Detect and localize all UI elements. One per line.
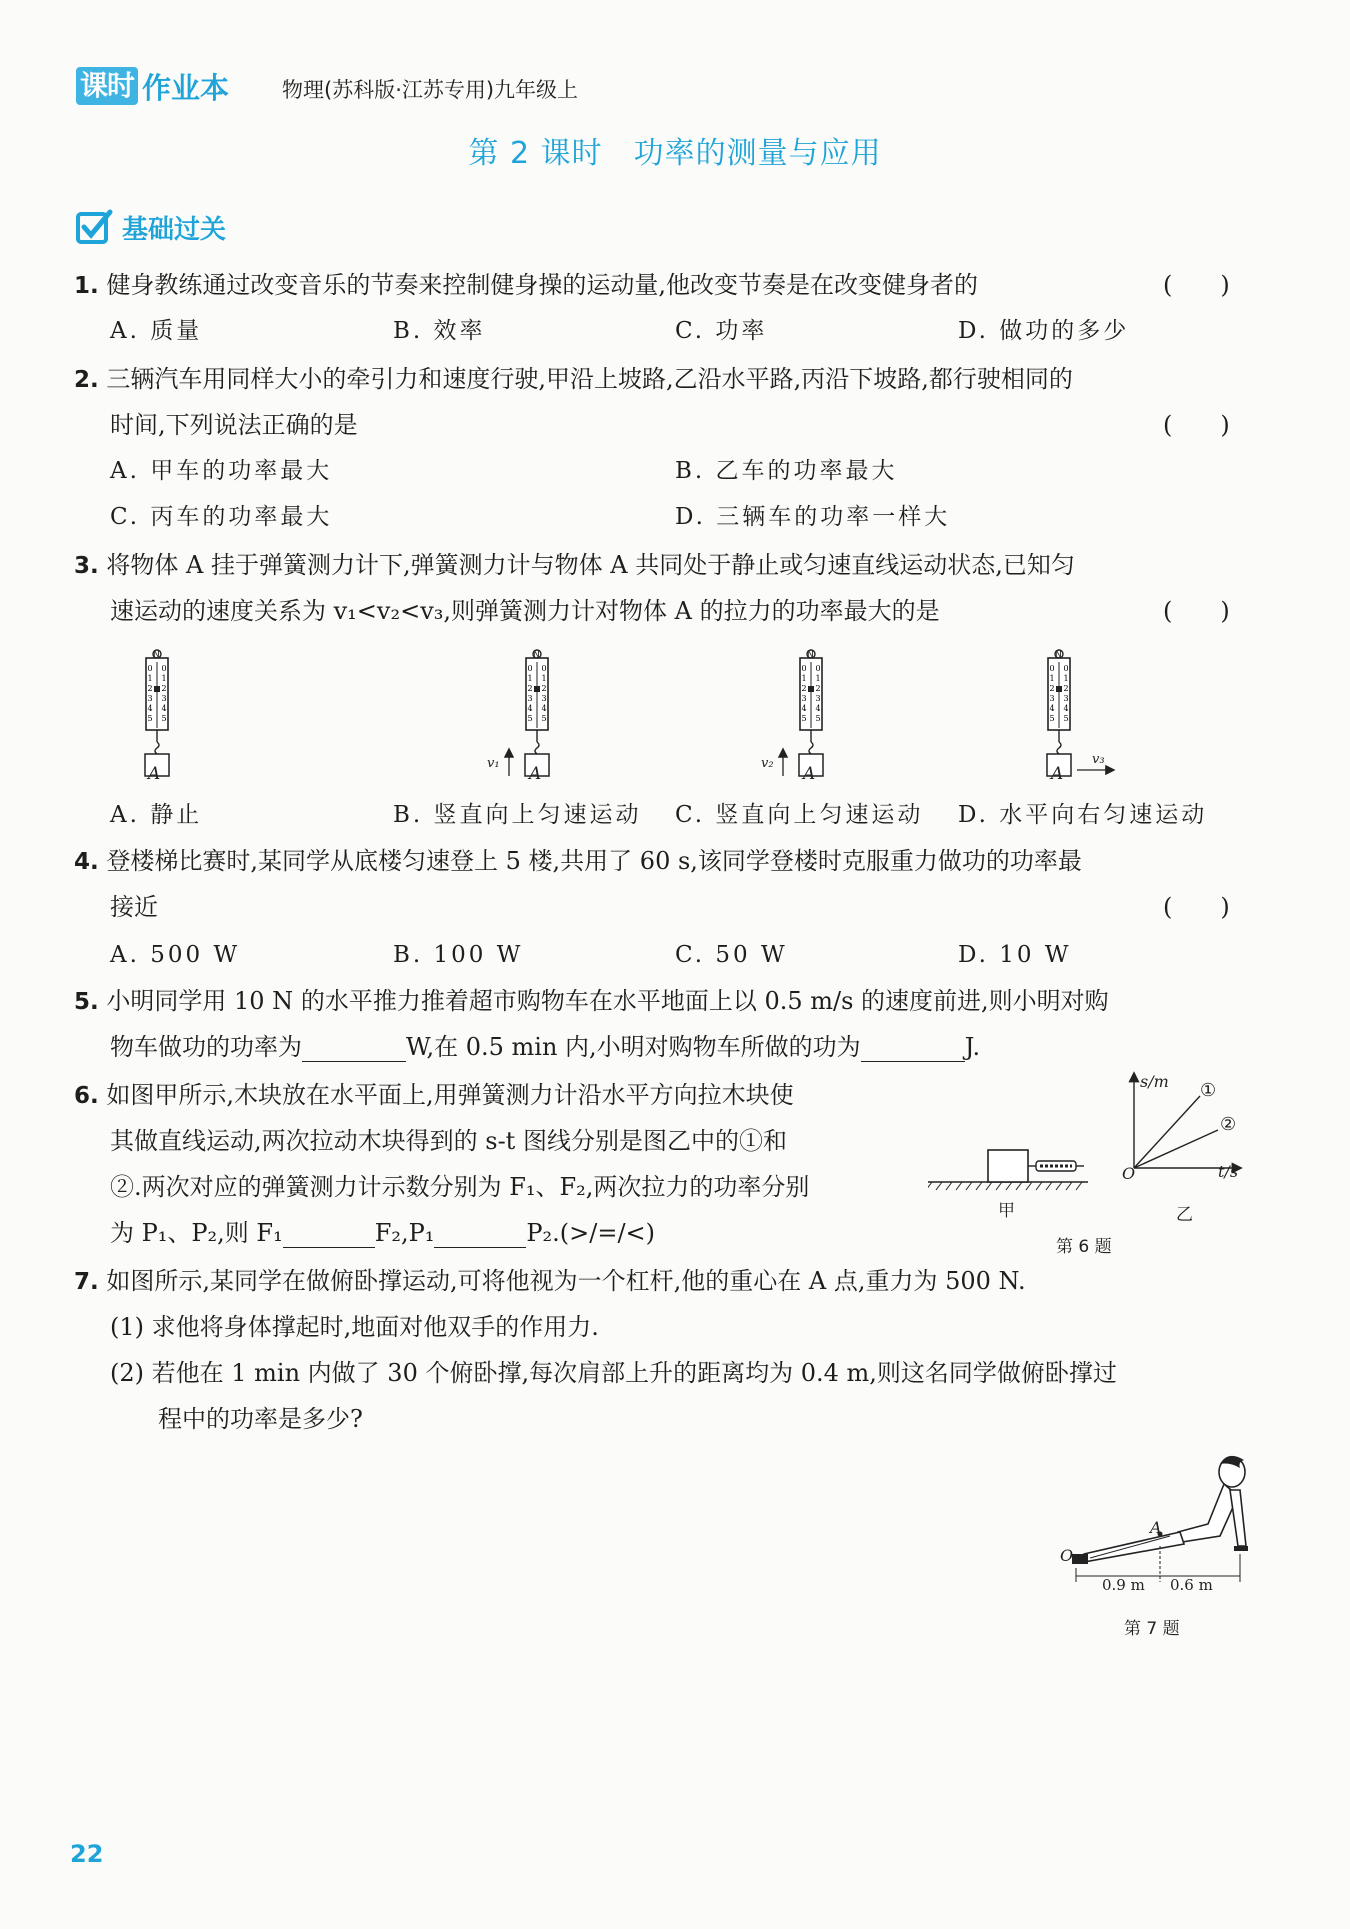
scale-tick-label: 0 — [815, 664, 821, 673]
scale-tick-label: 4 — [801, 704, 807, 713]
option-a: A. 静止 — [110, 802, 203, 828]
dimension-right: 0.6 m — [1170, 1576, 1213, 1594]
block-label: A — [529, 764, 542, 784]
graph-xlabel: t/s — [1218, 1162, 1239, 1181]
question-text: 三辆汽车用同样大小的牵引力和速度行驶,甲沿上坡路,乙沿水平路,丙沿下坡路,都行驶相同的 — [106, 365, 1073, 393]
scale-tick-label: 0 — [1063, 664, 1069, 673]
line-label-2: ② — [1220, 1114, 1237, 1135]
option-b: B. 效率 — [393, 318, 486, 344]
question-number: 7. — [74, 1269, 99, 1295]
question-1 — [74, 270, 978, 301]
question-2 — [74, 364, 1073, 395]
question-4 — [74, 846, 1082, 877]
scale-tick-label: 5 — [527, 714, 533, 723]
q3-figures — [100, 640, 1250, 800]
option-a: A. 质量 — [110, 318, 203, 344]
scale-tick-label: 3 — [815, 694, 821, 703]
scale-tick-label: 2 — [527, 684, 533, 693]
text-segment: J. — [964, 1033, 981, 1061]
sub-question-1: (1) 求他将身体撑起时,地面对他双手的作用力. — [110, 1313, 599, 1341]
block-label: A — [1051, 764, 1064, 784]
answer-blank-power[interactable] — [434, 1222, 526, 1248]
point-o-label: O — [1060, 1546, 1074, 1565]
dimension-left: 0.9 m — [1102, 1576, 1145, 1594]
scale-tick-label: 4 — [527, 704, 533, 713]
logo-text: 作业本 — [142, 70, 230, 105]
question-text-cont: 其做直线运动,两次拉动木块得到的 s-t 图线分别是图乙中的①和 — [110, 1127, 787, 1155]
scale-tick-label: 1 — [801, 674, 807, 683]
block-label: A — [803, 764, 816, 784]
line-label-1: ① — [1200, 1080, 1217, 1101]
scale-tick-label: 1 — [1049, 674, 1055, 683]
option-b: B. 100 W — [393, 942, 524, 968]
velocity-label: v₃ — [1092, 752, 1105, 767]
option-a: A. 500 W — [110, 942, 241, 968]
answer-blank-work[interactable] — [861, 1036, 965, 1062]
book-logo — [76, 66, 229, 106]
scale-tick-label: 0 — [801, 664, 807, 673]
checkbox-icon — [76, 208, 114, 246]
fig-label-jia: 甲 — [998, 1201, 1015, 1221]
scale-tick-label: 1 — [541, 674, 547, 683]
scale-tick-label: 5 — [1063, 714, 1069, 723]
answer-blank-power[interactable] — [302, 1036, 406, 1062]
option-c: C. 竖直向上匀速运动 — [675, 802, 924, 828]
book-subtitle: 物理(苏科版·江苏专用)九年级上 — [282, 78, 579, 102]
section-heading — [76, 208, 226, 246]
scale-tick-label: 5 — [801, 714, 807, 723]
scale-tick-label: 0 — [541, 664, 547, 673]
option-d: D. 做功的多少 — [958, 318, 1130, 344]
option-d: D. 10 W — [958, 942, 1072, 968]
scale-unit: N — [533, 650, 540, 660]
question-text-cont: 时间,下列说法正确的是 — [110, 411, 358, 439]
scale-tick-label: 5 — [161, 714, 167, 723]
scale-tick-label: 1 — [161, 674, 167, 683]
scale-tick-label: 4 — [815, 704, 821, 713]
scale-tick-label: 5 — [541, 714, 547, 723]
question-text: 小明同学用 10 N 的水平推力推着超市购物车在水平地面上以 0.5 m/s 的速度前进,则小明对购 — [106, 987, 1109, 1015]
page-number: 22 — [70, 1840, 104, 1868]
option-c: C. 丙车的功率最大 — [110, 504, 333, 530]
scale-tick-label: 5 — [147, 714, 153, 723]
scale-unit: N — [153, 650, 160, 660]
option-b: B. 乙车的功率最大 — [675, 458, 898, 484]
answer-paren: ( ) — [1163, 411, 1230, 439]
scale-tick-label: 0 — [527, 664, 533, 673]
sub-question-2: (2) 若他在 1 min 内做了 30 个俯卧撑,每次肩部上升的距离均为 0.4 m,则这名同学做俯卧撑过 — [110, 1359, 1117, 1387]
scale-unit: N — [807, 650, 814, 660]
question-6 — [74, 1080, 794, 1111]
scale-tick-label: 3 — [527, 694, 533, 703]
velocity-label: v₁ — [487, 756, 500, 771]
scale-tick-label: 1 — [1063, 674, 1069, 683]
answer-paren: ( ) — [1163, 893, 1230, 921]
scale-tick-label: 0 — [1049, 664, 1055, 673]
question-text-cont: 接近 — [110, 893, 158, 921]
option-c: C. 50 W — [675, 942, 788, 968]
logo-mark: 课时 — [76, 67, 138, 105]
option-b: B. 竖直向上匀速运动 — [393, 802, 642, 828]
scale-tick-label: 2 — [1049, 684, 1055, 693]
option-c: C. 功率 — [675, 318, 768, 344]
option-d: D. 水平向右匀速运动 — [958, 802, 1208, 828]
question-text-cont — [110, 1218, 655, 1248]
question-text-cont — [110, 1032, 980, 1062]
scale-tick-label: 2 — [541, 684, 547, 693]
scale-tick-label: 1 — [147, 674, 153, 683]
scale-tick-label: 2 — [801, 684, 807, 693]
section-label: 基础过关 — [122, 214, 227, 245]
question-5 — [74, 986, 1109, 1017]
scale-tick-label: 4 — [161, 704, 167, 713]
text-segment: 为 P₁、P₂,则 F₁ — [110, 1219, 283, 1247]
question-number: 1. — [74, 273, 99, 299]
question-text: 如图所示,某同学在做俯卧撑运动,可将他视为一个杠杆,他的重心在 A 点,重力为 500 N. — [106, 1267, 1026, 1295]
scale-tick-label: 2 — [161, 684, 167, 693]
scale-unit: N — [1055, 650, 1062, 660]
question-number: 2. — [74, 367, 99, 393]
scale-tick-label: 5 — [815, 714, 821, 723]
question-7 — [74, 1266, 1026, 1297]
answer-blank-force[interactable] — [283, 1222, 375, 1248]
graph-ylabel: s/m — [1140, 1072, 1169, 1091]
text-segment: F₂,P₁ — [374, 1219, 435, 1247]
question-number: 5. — [74, 989, 99, 1015]
scale-tick-label: 2 — [815, 684, 821, 693]
figure-caption: 第 6 题 — [1056, 1237, 1112, 1257]
scale-tick-label: 4 — [1063, 704, 1069, 713]
figure-caption: 第 7 题 — [1124, 1619, 1180, 1639]
scale-tick-label: 1 — [527, 674, 533, 683]
scale-tick-label: 4 — [541, 704, 547, 713]
answer-paren: ( ) — [1163, 271, 1230, 299]
text-segment: 物车做功的功率为 — [110, 1033, 302, 1061]
question-3 — [74, 550, 1075, 581]
scale-tick-label: 0 — [147, 664, 153, 673]
block-label: A — [148, 764, 161, 784]
option-d: D. 三辆车的功率一样大 — [675, 504, 951, 530]
scale-tick-label: 4 — [147, 704, 153, 713]
point-a-label: A — [1150, 1518, 1162, 1537]
scale-tick-label: 1 — [815, 674, 821, 683]
text-segment: W,在 0.5 min 内,小明对购物车所做的功为 — [406, 1033, 861, 1061]
fig-label-yi: 乙 — [1176, 1205, 1193, 1225]
scale-tick-label: 2 — [1063, 684, 1069, 693]
velocity-label: v₂ — [761, 756, 774, 771]
scale-tick-label: 3 — [541, 694, 547, 703]
question-text-cont: ②.两次对应的弹簧测力计示数分别为 F₁、F₂,两次拉力的功率分别 — [110, 1173, 810, 1201]
question-text: 将物体 A 挂于弹簧测力计下,弹簧测力计与物体 A 共同处于静止或匀速直线运动状态,已知匀 — [106, 551, 1075, 579]
question-text-cont: 速运动的速度关系为 v₁<v₂<v₃,则弹簧测力计对物体 A 的拉力的功率最大的是 — [110, 597, 940, 625]
graph-origin: O — [1122, 1164, 1136, 1183]
scale-tick-label: 4 — [1049, 704, 1055, 713]
scale-tick-label: 2 — [147, 684, 153, 693]
scale-tick-label: 3 — [1063, 694, 1069, 703]
scale-tick-label: 5 — [1049, 714, 1055, 723]
text-segment: P₂.(>/=/<) — [526, 1219, 655, 1247]
question-number: 6. — [74, 1083, 99, 1109]
question-number: 4. — [74, 849, 99, 875]
lesson-title: 第 2 课时 功率的测量与应用 — [468, 136, 882, 171]
block-and-scale — [928, 1150, 1088, 1190]
answer-paren: ( ) — [1163, 597, 1230, 625]
question-text: 登楼梯比赛时,某同学从底楼匀速登上 5 楼,共用了 60 s,该同学登楼时克服重力做功的功率最 — [106, 847, 1082, 875]
scale-tick-label: 3 — [161, 694, 167, 703]
option-a: A. 甲车的功率最大 — [110, 458, 333, 484]
scale-tick-label: 0 — [161, 664, 167, 673]
question-text: 健身教练通过改变音乐的节奏来控制健身操的运动量,他改变节奏是在改变健身者的 — [106, 271, 979, 299]
question-text: 如图甲所示,木块放在水平面上,用弹簧测力计沿水平方向拉木块使 — [106, 1081, 794, 1109]
question-number: 3. — [74, 553, 99, 579]
scale-tick-label: 3 — [801, 694, 807, 703]
scale-tick-label: 3 — [147, 694, 153, 703]
sub-question-2-cont: 程中的功率是多少? — [158, 1405, 363, 1433]
scale-tick-label: 3 — [1049, 694, 1055, 703]
